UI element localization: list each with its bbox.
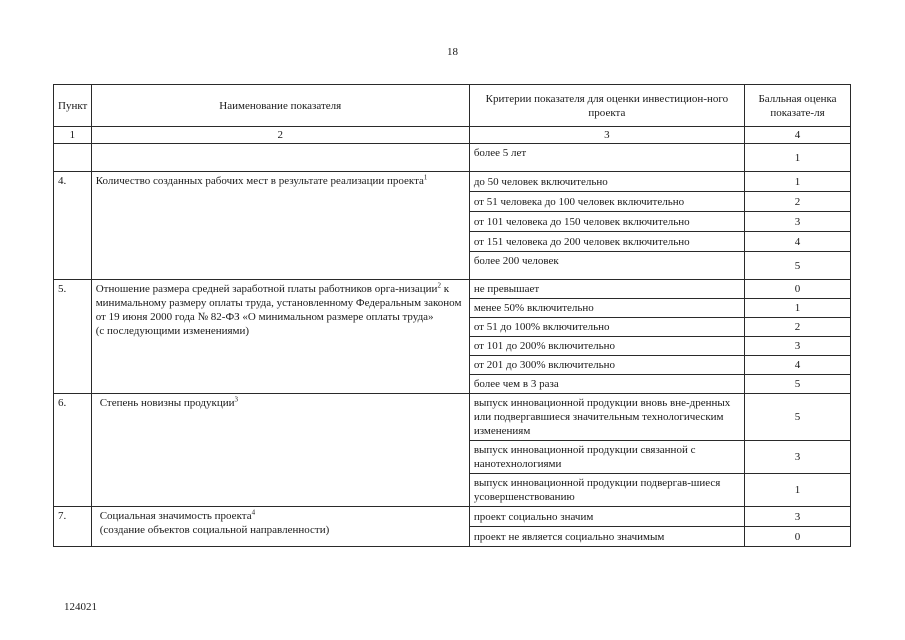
criterion-cell: не превышает bbox=[469, 280, 744, 299]
score-cell: 3 bbox=[744, 507, 850, 527]
score-cell: 5 bbox=[744, 252, 850, 280]
item-name-text: Количество созданных рабочих мест в результате реализации проекта bbox=[95, 175, 424, 187]
header-item: Пункт bbox=[54, 85, 92, 127]
score-cell: 0 bbox=[744, 527, 850, 547]
criterion-cell: от 101 до 200% включительно bbox=[469, 337, 744, 356]
criterion-cell: более 200 человек bbox=[469, 252, 744, 280]
item-name-note: (с последующими изменениями) bbox=[95, 325, 250, 337]
table-row bbox=[54, 507, 851, 527]
criterion-cell: проект не является социально значимым bbox=[469, 527, 744, 547]
criterion-cell: от 101 человека до 150 человек включительно bbox=[469, 212, 744, 232]
cell-empty bbox=[91, 144, 469, 172]
cell-empty bbox=[54, 144, 92, 172]
item-name bbox=[91, 507, 469, 547]
table-row bbox=[54, 144, 851, 172]
item-number: 6. bbox=[54, 394, 92, 507]
criterion-cell: от 151 человека до 200 человек включительно bbox=[469, 232, 744, 252]
criterion-cell: более чем в 3 раза bbox=[469, 375, 744, 394]
table-row bbox=[54, 394, 851, 441]
score-cell: 0 bbox=[744, 280, 850, 299]
item-name-text-cont: к минимальному размеру оплаты труда, установленному Федеральным законом от 19 июня 2000 года № 82-ФЗ «О минимальном размере оплаты труда» bbox=[95, 283, 462, 323]
score-cell: 5 bbox=[744, 394, 850, 441]
criterion-cell: выпуск инновационной продукции подвергав-шиеся усовершенствованию bbox=[469, 474, 744, 507]
table-header-row bbox=[54, 85, 851, 127]
footer-code: 124021 bbox=[64, 601, 97, 613]
item-number: 4. bbox=[54, 172, 92, 280]
header-name: Наименование показателя bbox=[91, 85, 469, 127]
indicator-table bbox=[53, 84, 851, 547]
header-criteria: Критерии показателя для оценки инвестицион-ного проекта bbox=[469, 85, 744, 127]
criterion-cell: от 201 до 300% включительно bbox=[469, 356, 744, 375]
item-name-text: Отношение размера средней заработной платы работников орга-низации bbox=[95, 283, 438, 295]
score-cell: 1 bbox=[744, 144, 850, 172]
score-cell: 3 bbox=[744, 337, 850, 356]
item-name-text: Социальная значимость проекта bbox=[99, 510, 252, 522]
column-number: 1 bbox=[54, 127, 92, 144]
column-number-row bbox=[54, 127, 851, 144]
column-number: 3 bbox=[469, 127, 744, 144]
item-name bbox=[91, 280, 469, 394]
score-cell: 1 bbox=[744, 299, 850, 318]
table-row bbox=[54, 172, 851, 192]
item-name bbox=[91, 394, 469, 507]
score-cell: 4 bbox=[744, 356, 850, 375]
score-cell: 4 bbox=[744, 232, 850, 252]
item-name bbox=[91, 172, 469, 280]
footnote-mark: 1 bbox=[423, 173, 428, 182]
criterion-cell: выпуск инновационной продукции связанной с нанотехнологиями bbox=[469, 441, 744, 474]
column-number: 2 bbox=[91, 127, 469, 144]
item-number: 7. bbox=[54, 507, 92, 547]
score-cell: 1 bbox=[744, 172, 850, 192]
item-name-text: Степень новизны продукции bbox=[99, 397, 235, 409]
criterion-cell: выпуск инновационной продукции вновь вне-дренных или подвергавшиеся значительным технологическим изменениям bbox=[469, 394, 744, 441]
score-cell: 2 bbox=[744, 192, 850, 212]
criterion-cell: менее 50% включительно bbox=[469, 299, 744, 318]
table-row bbox=[54, 280, 851, 299]
score-cell: 5 bbox=[744, 375, 850, 394]
criterion-cell: от 51 до 100% включительно bbox=[469, 318, 744, 337]
footnote-mark: 4 bbox=[251, 508, 256, 517]
item-number: 5. bbox=[54, 280, 92, 394]
item-name-note: (создание объектов социальной направленности) bbox=[99, 524, 330, 536]
score-cell: 3 bbox=[744, 441, 850, 474]
footnote-mark: 2 bbox=[437, 281, 441, 290]
criterion-cell: от 51 человека до 100 человек включительно bbox=[469, 192, 744, 212]
column-number: 4 bbox=[744, 127, 850, 144]
footnote-mark: 3 bbox=[234, 395, 239, 404]
criterion-cell: проект социально значим bbox=[469, 507, 744, 527]
score-cell: 3 bbox=[744, 212, 850, 232]
score-cell: 2 bbox=[744, 318, 850, 337]
header-score: Балльная оценка показате-ля bbox=[744, 85, 850, 127]
page-number: 18 bbox=[447, 46, 458, 58]
criterion-cell: более 5 лет bbox=[469, 144, 744, 172]
criterion-cell: до 50 человек включительно bbox=[469, 172, 744, 192]
score-cell: 1 bbox=[744, 474, 850, 507]
